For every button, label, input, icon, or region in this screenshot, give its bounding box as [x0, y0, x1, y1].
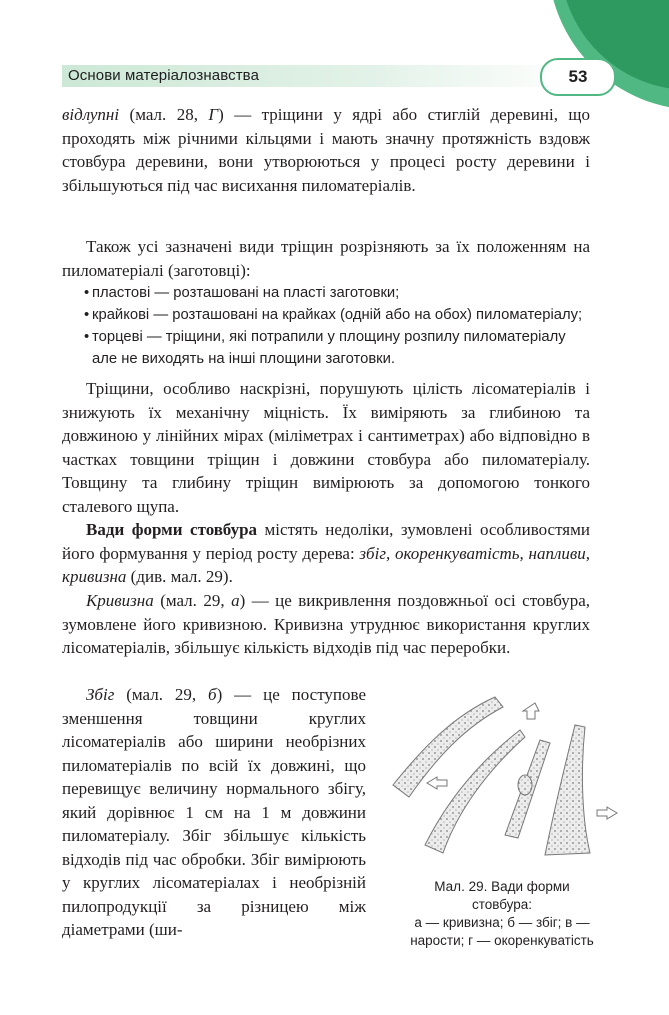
butt-swell-log — [545, 725, 590, 855]
paragraph-trunk-form-defects — [62, 518, 590, 589]
curved-log — [393, 697, 503, 797]
list-item: • торцеві — тріщини, які потрапили у площину розпилу пиломатеріалу але не виходять на інші площини заготовки. — [62, 326, 590, 370]
term-trunk-form-defects: Вади форми стовбура — [86, 520, 258, 539]
figure-ref: (мал. 29, — [114, 685, 209, 704]
paragraph-curvature — [62, 589, 590, 660]
figure-ref: (мал. 28, — [119, 105, 209, 124]
arrow-icon — [523, 703, 539, 719]
running-header-title: Основи матеріалознавства — [68, 67, 260, 84]
paragraph-text: ) — тріщини у ядрі або стиглій деревині, що проходять між річними кільцями і мають значну протяжність вздовж стовбура деревини, вони утворюються у процесі росту деревини і збільшуються під час висихання пиломатеріалів. — [62, 105, 590, 195]
paragraph-crack-measurement: Тріщини, особливо наскрізні, порушують цілість лісоматеріалів і знижують їх механічну міцність. Їх виміряють за глибиною та довжиною у лінійних мірах (міліметрах і сантиметрах) або відповідно в частках товщини тріщин і довжини стовбура або пиломатеріалу. Товщину та глибину тріщин вимірюють за допомогою тонкого сталевого щупа. — [62, 379, 590, 516]
figure-ref-letter: Г — [208, 105, 219, 124]
term-otlupni: відлупні — [62, 105, 120, 124]
figure-ref: (мал. 29, — [153, 591, 232, 610]
paragraph-cracks-otlupni — [62, 103, 590, 197]
term-curvature: Кривизна — [86, 591, 154, 610]
caption-line: стовбура: — [471, 897, 533, 912]
caption-line: Мал. 29. Вади форми — [434, 879, 570, 894]
paragraph-text: ) — це поступове зменшення товщини круглих лісоматеріалів або ширини необрізних пиломатеріалів по всій їх довжині, що перевищує величину нормального збігу, який дорівнює 1 см на 1 м довжини пиломатеріалу. Збіг збільшує кількість відходів під час обробки. Збіг вимірюють у круглих лісоматеріалах і необрізній пилопродукції за різницею між діаметрами (ши- — [62, 685, 366, 939]
arrow-icon — [427, 777, 447, 789]
figure-ref-letter: а — [231, 591, 240, 610]
paragraph-crack-positions: Також усі зазначені види тріщин розрізняють за їх положенням на пиломатеріалі (заготовці): — [62, 237, 590, 280]
caption-line: нарости; г — окоренкуватість — [410, 933, 594, 948]
paragraph-text: містять недоліки, зумовлені особливостями його формування у період росту дерева: — [62, 520, 590, 563]
term-taper: Збіг — [86, 685, 115, 704]
list-item: • пластові — розташовані на пласті заготовки; — [62, 282, 590, 304]
caption-line: а — кривизна; б — збіг; в — — [414, 915, 590, 930]
paragraph-text: ) — це викривлення поздовжньої осі стовбура, зумовлене його кривизною. Кривизна утруднює використання круглих лісоматеріалів, збільшує кількість відходів під час переробки. — [62, 591, 591, 657]
defect-list-italic: збіг, окоренкуватість, напливи, кривизна — [62, 543, 590, 586]
paragraph-text: (див. мал. 29). — [126, 567, 233, 586]
page-number: 53 — [540, 58, 616, 96]
arrow-icon — [597, 807, 617, 819]
figure-ref-letter: б — [208, 685, 217, 704]
figure-caption — [380, 878, 624, 950]
crack-position-list — [62, 282, 590, 370]
paragraph-taper — [62, 683, 366, 942]
trunk-form-defects-illustration — [385, 685, 625, 865]
list-item: • крайкові — розташовані на крайках (одній або на обох) пиломатеріалу; — [62, 304, 590, 326]
